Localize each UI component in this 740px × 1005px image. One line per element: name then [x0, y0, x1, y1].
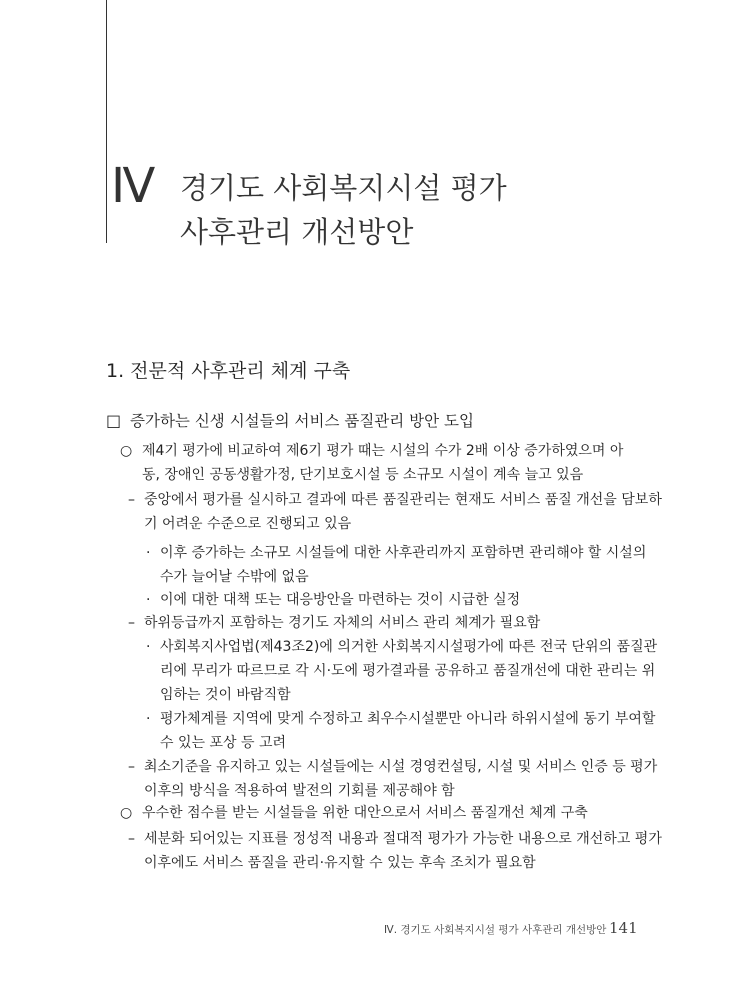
- list-item-line: 최소기준을 유지하고 있는 시설들에는 시설 경영컨설팅, 시설 및 서비스 인증 등 평가: [144, 759, 658, 775]
- list-item-marker: ○: [120, 443, 133, 459]
- section-title: 1. 전문적 사후관리 체계 구축: [106, 360, 351, 382]
- list-item-marker: –: [128, 759, 135, 775]
- list-item-line: 우수한 점수를 받는 시설들을 위한 대안으로서 서비스 품질개선 체계 구축: [142, 805, 588, 821]
- list-item-line: 동, 장애인 공동생활가정, 단기보호시설 등 소규모 시설이 계속 늘고 있음: [142, 467, 584, 483]
- list-item-line: 수 있는 포상 등 고려: [160, 735, 286, 751]
- list-item-line: 리에 무리가 따르므로 각 시·도에 평가결과를 공유하고 품질개선에 대한 관리는 위: [160, 663, 656, 679]
- list-item-line: 이후의 방식을 적용하여 발전의 기회를 제공해야 함: [144, 783, 455, 799]
- chapter-title-line-2: 사후관리 개선방안: [180, 215, 414, 249]
- list-item-marker: –: [128, 615, 135, 631]
- list-item-marker: ·: [146, 711, 151, 727]
- list-item-line: 하위등급까지 포함하는 경기도 자체의 서비스 관리 체계가 필요함: [144, 615, 541, 631]
- list-item-line: 이후에도 서비스 품질을 관리·유지할 수 있는 후속 조치가 필요함: [144, 855, 536, 871]
- list-item-marker: ·: [146, 639, 151, 655]
- list-item-marker: ·: [146, 545, 151, 561]
- list-item-line: 이에 대한 대책 또는 대응방안을 마련하는 것이 시급한 실정: [160, 592, 521, 608]
- chapter-rule: [106, 0, 107, 243]
- list-item-marker: –: [128, 492, 135, 508]
- list-item-line: 기 어려운 수준으로 진행되고 있음: [144, 516, 352, 532]
- list-item-line: 세분화 되어있는 지표를 정성적 내용과 절대적 평가가 가능한 내용으로 개선하고 평가: [144, 831, 662, 847]
- list-item-marker: –: [128, 831, 135, 847]
- heading-marker: □: [106, 411, 122, 430]
- list-item-marker: ○: [120, 805, 133, 821]
- page-number: 141: [609, 919, 638, 937]
- running-title: Ⅳ. 경기도 사회복지시설 평가 사후관리 개선방안: [384, 924, 607, 936]
- list-item-line: 임하는 것이 바람직함: [160, 687, 291, 703]
- list-item-line: 이후 증가하는 소규모 시설들에 대한 사후관리까지 포함하면 관리해야 할 시설의: [160, 545, 647, 561]
- list-item-line: 중앙에서 평가를 실시하고 결과에 따른 품질관리는 현재도 서비스 품질 개선을 담보하: [144, 492, 662, 508]
- chapter-title: [180, 166, 507, 254]
- list-item-line: 수가 늘어날 수밖에 없음: [160, 569, 309, 585]
- chapter-number: Ⅳ: [111, 158, 155, 214]
- list-item-marker: ·: [146, 592, 151, 608]
- list-item-line: 제4기 평가에 비교하여 제6기 평가 때는 시설의 수가 2배 이상 증가하였으며 아: [142, 443, 624, 459]
- chapter-title-line-1: 경기도 사회복지시설 평가: [180, 171, 507, 205]
- list-item-line: 평가체계를 지역에 맞게 수정하고 최우수시설뿐만 아니라 하위시설에 동기 부여할: [160, 711, 656, 727]
- heading-text: 증가하는 신생 시설들의 서비스 품질관리 방안 도입: [130, 412, 474, 430]
- list-item-line: 사회복지사업법(제43조2)에 의거한 사회복지시설평가에 따른 전국 단위의 품질관: [160, 639, 658, 655]
